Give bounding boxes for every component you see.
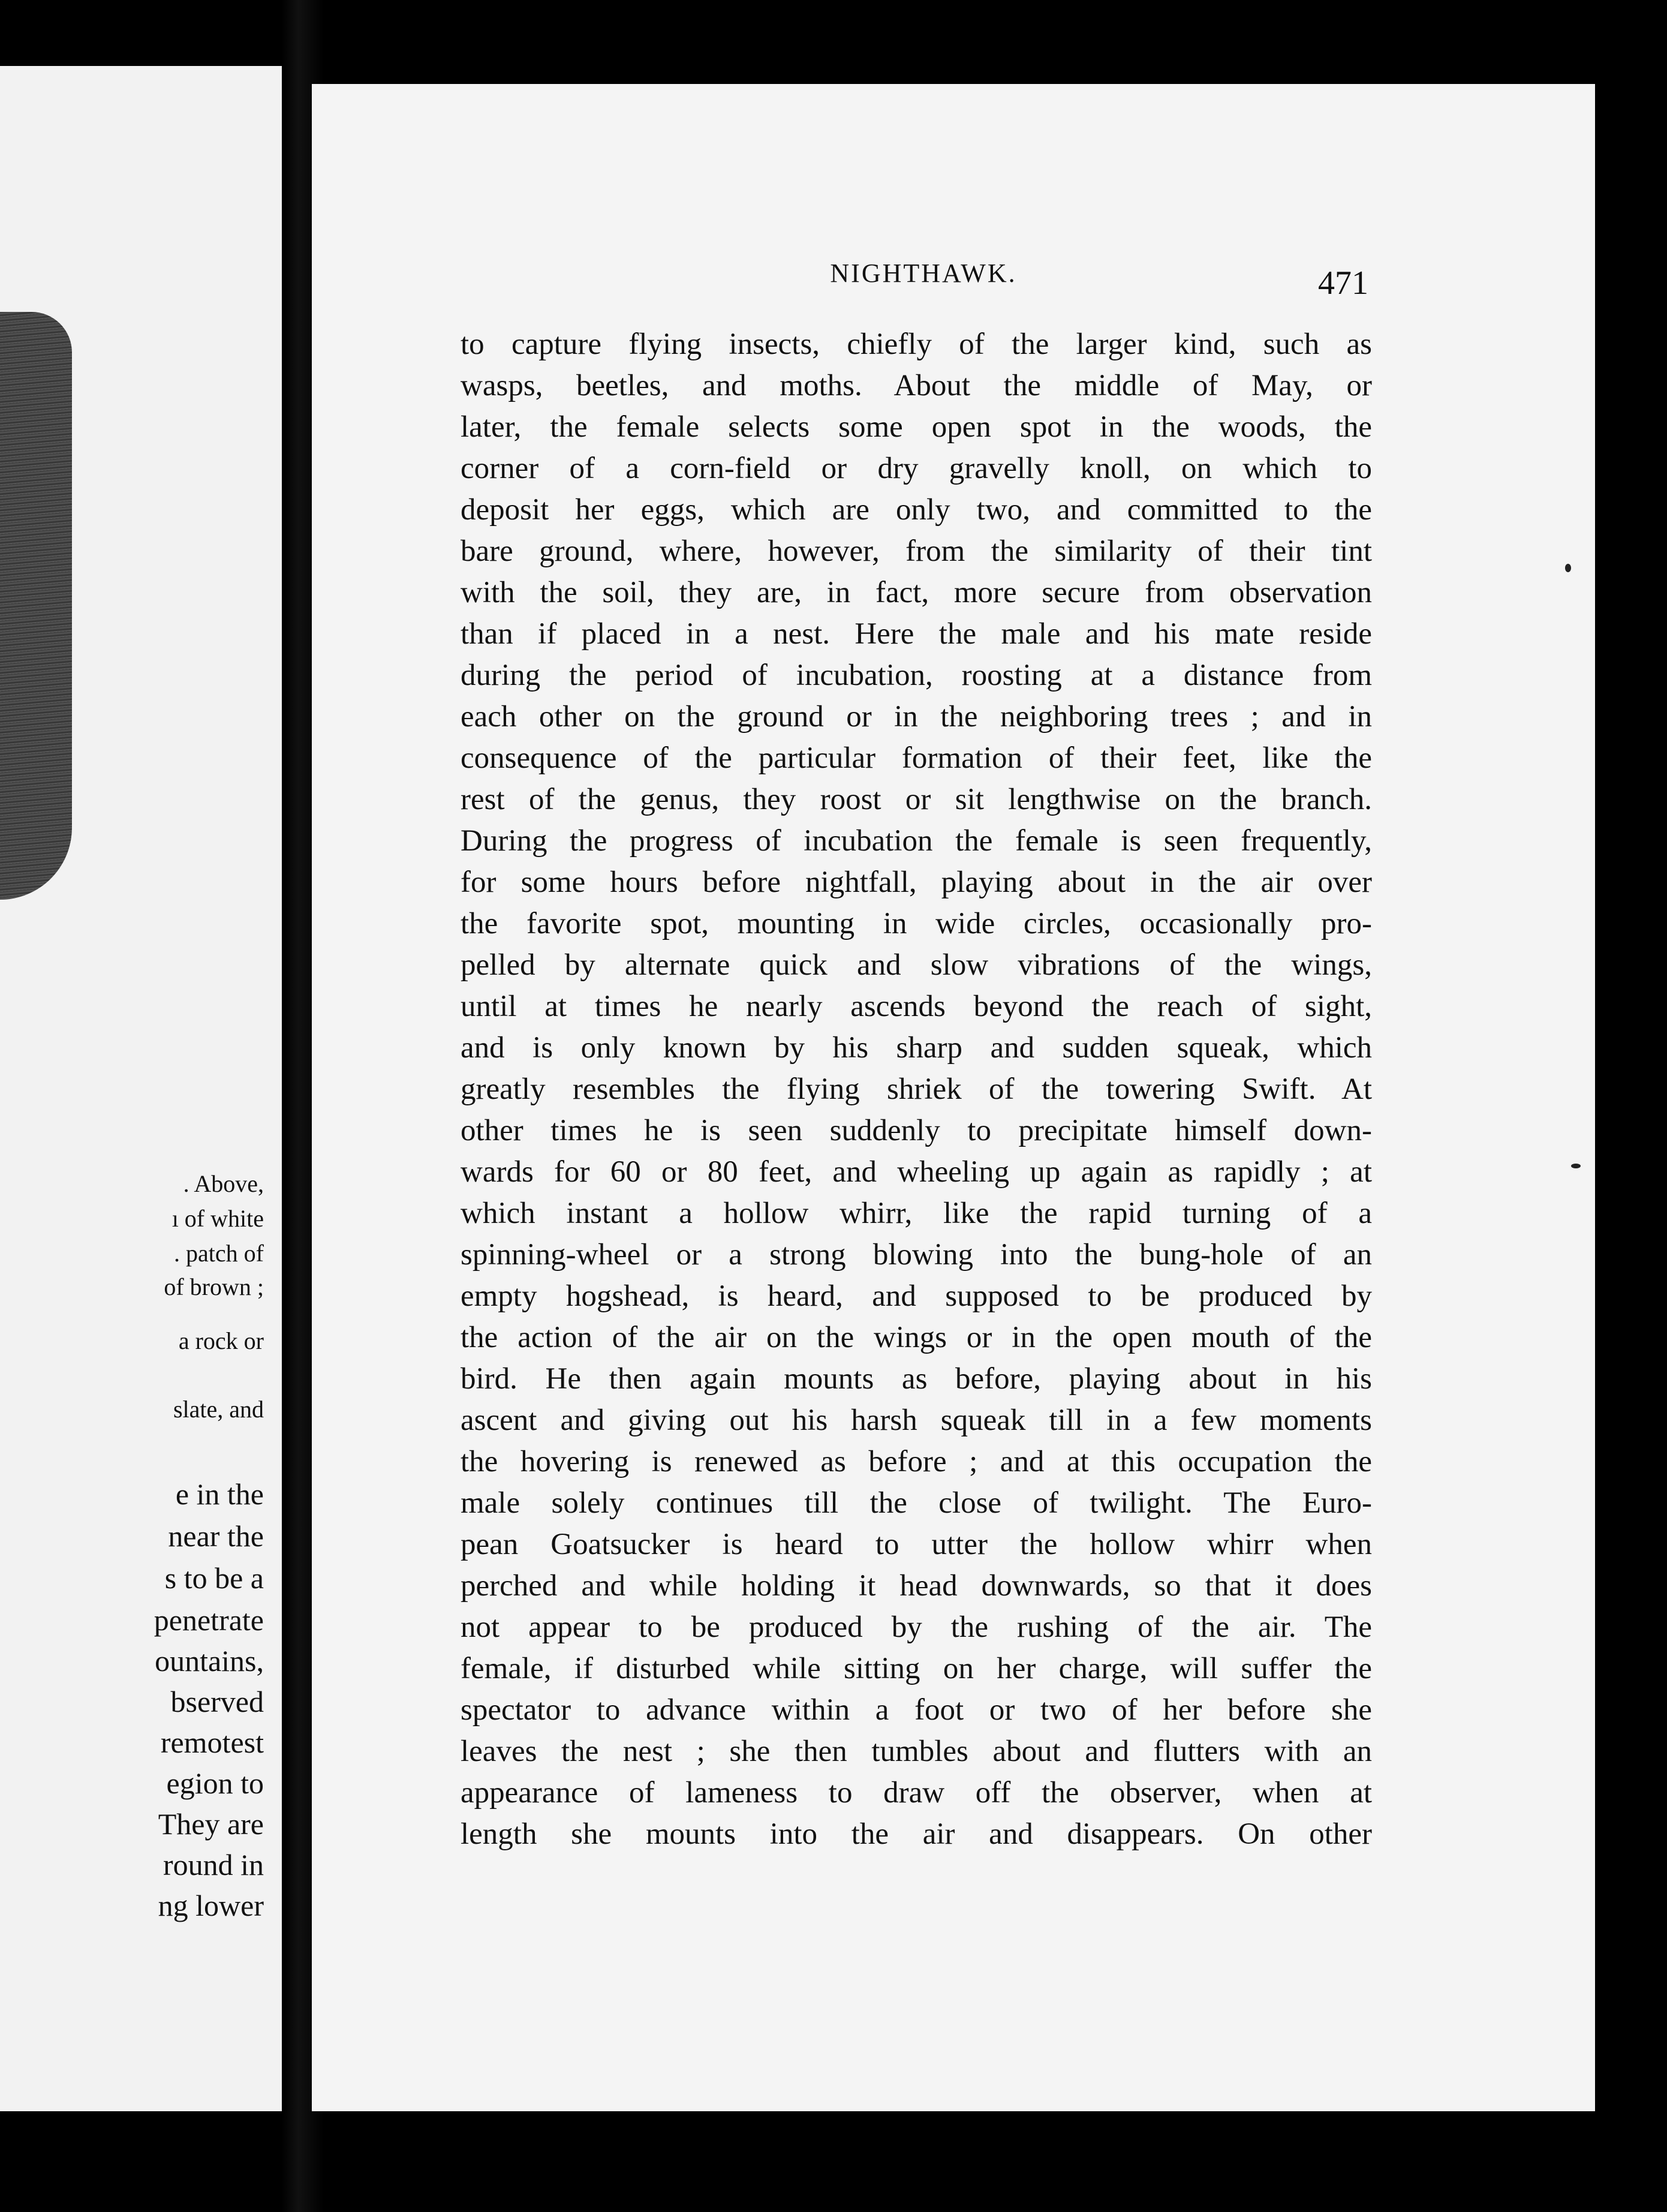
left-text-line: They are [158, 1807, 264, 1841]
text-line: the favorite spot, mounting in wide circles, occasionally pro- [461, 907, 1372, 940]
left-text-line: bserved [170, 1685, 264, 1718]
left-text-line: e in the [175, 1477, 264, 1511]
left-text-line: ng lower [158, 1889, 264, 1922]
text-line: pean Goatsucker is heard to utter the hollow whirr when [461, 1528, 1372, 1561]
body-text [461, 324, 1372, 1855]
text-line: with the soil, they are, in fact, more secure from observation [461, 576, 1372, 609]
text-line: wards for 60 or 80 feet, and wheeling up again as rapidly ; at [461, 1155, 1372, 1189]
text-line: pelled by alternate quick and slow vibrations of the wings, [461, 948, 1372, 982]
left-text-line: egion to [166, 1766, 264, 1800]
text-line: deposit her eggs, which are only two, and committed to the [461, 493, 1372, 527]
text-line: During the progress of incubation the female is seen frequently, [461, 824, 1372, 858]
text-line: other times he is seen suddenly to precipitate himself down- [461, 1114, 1372, 1147]
bird-illustration-fragment [0, 312, 72, 900]
left-text-line: round in [163, 1848, 264, 1882]
text-line: for some hours before nightfall, playing about in the air over [461, 865, 1372, 899]
left-text-line: . Above, [183, 1170, 264, 1197]
text-line: later, the female selects some open spot in the woods, the [461, 410, 1372, 444]
text-line: empty hogshead, is heard, and supposed to be produced by [461, 1279, 1372, 1313]
text-line: leaves the nest ; she then tumbles about and flutters with an [461, 1735, 1372, 1768]
left-text-line: slate, and [173, 1396, 264, 1423]
text-line: spectator to advance within a foot or two of her before she [461, 1693, 1372, 1727]
text-line: length she mounts into the air and disappears. On other [461, 1817, 1372, 1851]
text-line: wasps, beetles, and moths. About the middle of May, or [461, 369, 1372, 402]
text-line: bird. He then again mounts as before, playing about in his [461, 1362, 1372, 1396]
left-text-line: a rock or [178, 1327, 264, 1354]
scan-speck [1571, 1164, 1581, 1168]
page-number: 471 [1318, 265, 1368, 302]
text-line: rest of the genus, they roost or sit lengthwise on the branch. [461, 783, 1372, 816]
left-facing-page [0, 66, 282, 2111]
left-text-line: of brown ; [164, 1273, 264, 1300]
text-line: bare ground, where, however, from the similarity of their tint [461, 534, 1372, 568]
left-text-line: s to be a [164, 1561, 264, 1595]
text-line: until at times he nearly ascends beyond the reach of sight, [461, 990, 1372, 1023]
text-line: corner of a corn-field or dry gravelly knoll, on which to [461, 452, 1372, 485]
left-text-line: . patch of [174, 1240, 264, 1267]
text-line: male solely continues till the close of twilight. The Euro- [461, 1486, 1372, 1520]
right-page [312, 84, 1595, 2111]
text-line: not appear to be produced by the rushing of the air. The [461, 1610, 1372, 1644]
text-line: the hovering is renewed as before ; and at this occupation the [461, 1445, 1372, 1478]
text-line: appearance of lameness to draw off the observer, when at [461, 1776, 1372, 1810]
text-line: consequence of the particular formation of their feet, like the [461, 741, 1372, 775]
text-line: each other on the ground or in the neighboring trees ; and in [461, 700, 1372, 734]
text-line: which instant a hollow whirr, like the rapid turning of a [461, 1197, 1372, 1230]
text-line: spinning-wheel or a strong blowing into the bung-hole of an [461, 1238, 1372, 1272]
scan-speck [1565, 564, 1571, 572]
left-text-line: ountains, [155, 1644, 264, 1678]
left-text-line: ı of white [171, 1205, 264, 1232]
running-head: NIGHTHAWK. [830, 259, 1017, 288]
left-text-line: remotest [160, 1726, 264, 1759]
text-line: than if placed in a nest. Here the male and his mate reside [461, 617, 1372, 651]
left-text-line: penetrate [154, 1603, 264, 1637]
text-line: and is only known by his sharp and sudden squeak, which [461, 1031, 1372, 1065]
text-line: perched and while holding it head downwards, so that it does [461, 1569, 1372, 1603]
text-line: female, if disturbed while sitting on her charge, will suffer the [461, 1652, 1372, 1685]
text-line: greatly resembles the flying shriek of the towering Swift. At [461, 1072, 1372, 1106]
text-line: ascent and giving out his harsh squeak till in a few moments [461, 1403, 1372, 1437]
text-line: to capture flying insects, chiefly of the larger kind, such as [461, 327, 1372, 361]
text-line: the action of the air on the wings or in the open mouth of the [461, 1321, 1372, 1354]
left-text-line: near the [168, 1519, 264, 1553]
text-line: during the period of incubation, roosting at a distance from [461, 659, 1372, 692]
